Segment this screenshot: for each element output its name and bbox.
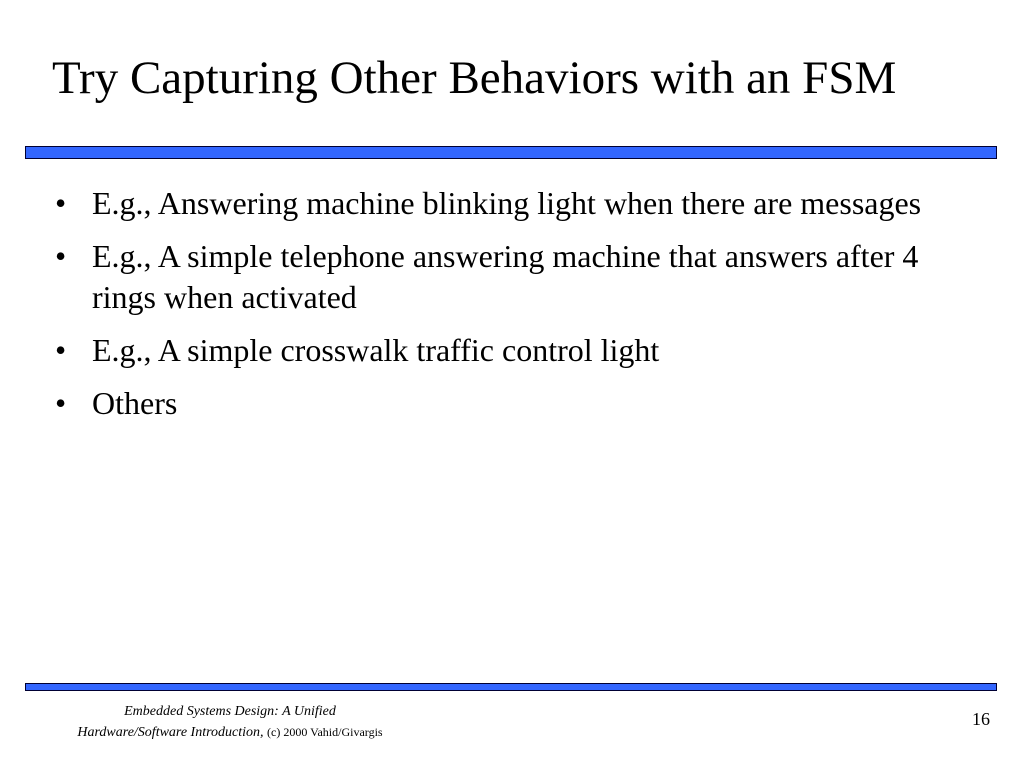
bullet-dot-icon: • — [55, 238, 67, 274]
bullet-dot-icon: • — [55, 385, 67, 421]
bullet-dot-icon: • — [55, 332, 67, 368]
footer-book-subtitle: Hardware/Software Introduction, — [77, 725, 264, 740]
footer-book-title: Embedded Systems Design: A Unified — [124, 704, 336, 719]
bullet-item — [55, 383, 985, 424]
bullet-item — [55, 330, 985, 371]
page-number: 16 — [972, 709, 990, 729]
bullet-list — [55, 183, 985, 436]
footer-copyright: (c) 2000 Vahid/Givargis — [267, 725, 383, 739]
title-divider-bar — [25, 146, 997, 159]
bullet-dot-icon: • — [55, 185, 67, 221]
bullet-text: Others — [92, 385, 178, 421]
footer-book-subtitle-line — [30, 722, 430, 743]
bullet-item — [55, 236, 985, 318]
bullet-text: E.g., A simple crosswalk traffic control light — [92, 332, 660, 368]
bullet-item — [55, 183, 985, 224]
bullet-text: E.g., Answering machine blinking light when there are messages — [92, 185, 922, 221]
footer-divider-bar — [25, 683, 997, 691]
footer-citation — [30, 702, 430, 743]
slide-title: Try Capturing Other Behaviors with an FSM — [52, 52, 897, 104]
bullet-text: E.g., A simple telephone answering machine that answers after 4 rings when activated — [92, 238, 919, 315]
